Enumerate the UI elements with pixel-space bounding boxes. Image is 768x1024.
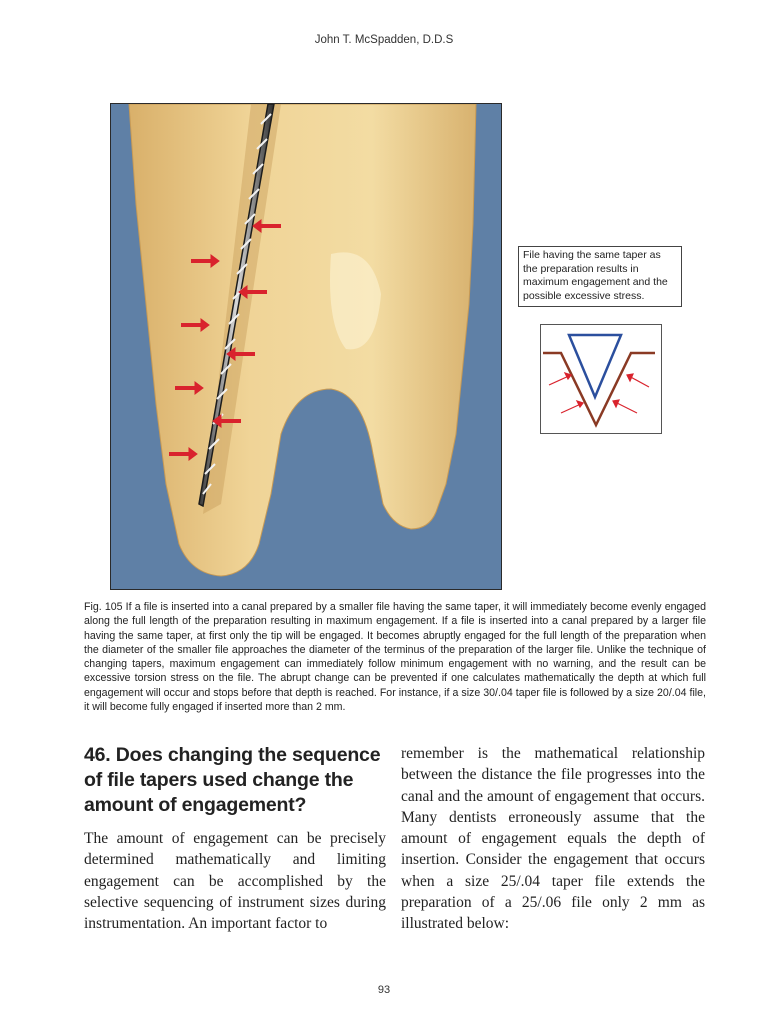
- figure-caption: Fig. 105 If a file is inserted into a canal prepared by a smaller file having the same taper, it will immediately become evenly engaged along the full length of the preparation resulting in maximum engagement. If a file is inserted into a canal prepared by a larger file having the same taper, at first only the tip will be engaged. It becomes abruptly engaged for the full length of the preparation when the diameter of the smaller file approaches the diameter of the terminus of the preparation of the larger file. Unlike the technique of changing tapers, maximum engagement can immediately follow minimum engagement with no warning, and the result can be excessive torsion stress on the file. The abrupt change can be prevented if one calculates mathematically the depth at which full engagement will occur and stops before that depth is reached. For instance, if a size 30/.04 taper file is followed by a size 20/.04 file, it will become fully engaged if inserted more than 2 mm.: [84, 601, 706, 714]
- callout-box: File having the same taper as the preparation results in maximum engagement and the possible excessive stress.: [518, 246, 682, 307]
- right-column: [401, 743, 705, 935]
- taper-diagram: [540, 324, 662, 434]
- engagement-arrows: [549, 373, 649, 413]
- body-paragraph-right: remember is the mathematical relationship between the distance the file progresses into the canal and the amount of engagement that occurs. Many dentists erroneously assume that the amount of engagement equals the depth of insertion. Consider the engagement that occurs when a size 25/.04 taper file extends the preparation of a 25/.06 file only 2 mm as illustrated below:: [401, 745, 705, 933]
- left-column: [84, 743, 386, 934]
- running-header: John T. McSpadden, D.D.S: [314, 34, 454, 46]
- tooth-photo: [110, 103, 502, 590]
- section-heading: 46. Does changing the sequence of file tapers used change the amount of engagement?: [84, 744, 381, 816]
- page-number: 93: [377, 984, 391, 996]
- body-paragraph-left: The amount of engagement can be precisely determined mathematically and limiting engagement can be accomplished by the selective sequencing of instrument sizes during instrumentation. An important factor to: [84, 830, 386, 933]
